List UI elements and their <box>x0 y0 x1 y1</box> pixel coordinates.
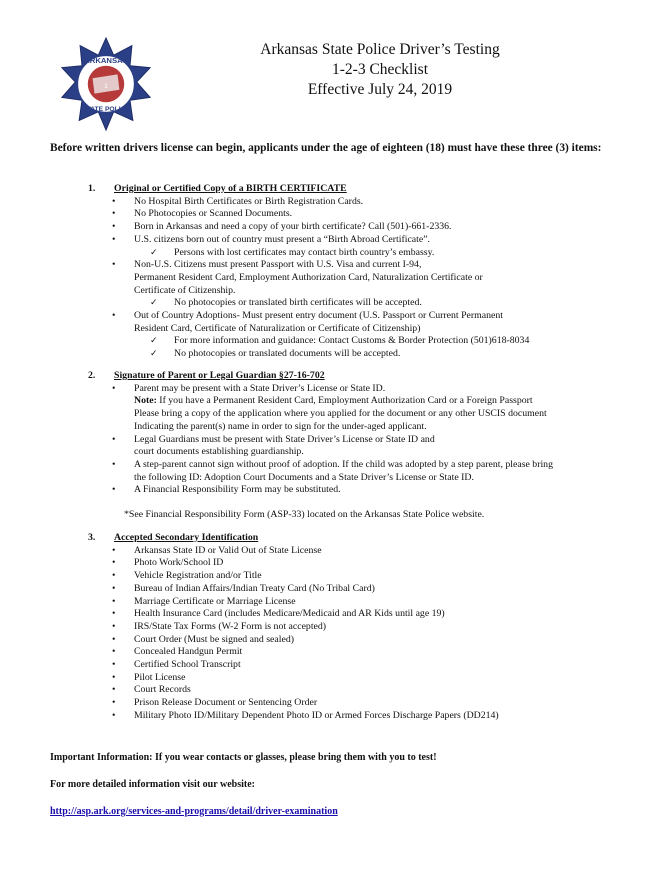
logo-text-top: ARKANSAS <box>84 55 128 65</box>
list-item: • No Hospital Birth Certificates or Birth Registration Cards. <box>112 196 628 209</box>
list-item-text: Permanent Resident Card, Employment Authorization Card, Naturalization Certificate or <box>134 271 483 283</box>
id-list-item: • Health Insurance Card (includes Medicare/Medicaid and AR Kids until age 19) <box>112 608 628 621</box>
list-item-text: • Non-U.S. Citizens must present Passport with U.S. Visa and current I-94, <box>134 259 422 271</box>
list-item <box>112 259 628 310</box>
section-2-number: 2. <box>88 370 96 381</box>
arkansas-state-police-badge-logo <box>58 36 154 132</box>
check-item: ✓ No photocopies or translated documents will be accepted. <box>150 348 628 361</box>
note-line-3: Indicating the parent(s) name in order to sign for the under-aged applicant. <box>134 420 427 432</box>
section-1 <box>88 183 628 361</box>
list-item <box>112 383 628 434</box>
list-item: • No Photocopies or Scanned Documents. <box>112 208 628 221</box>
check-item: ✓ For more information and guidance: Contact Customs & Border Protection (501)618-8034 <box>150 335 628 348</box>
id-list-item: • Vehicle Registration and/or Title <box>112 570 628 583</box>
intro-paragraph: Before written drivers license can begin, applicants under the age of eighteen (18) must have these three (3) items: <box>50 142 602 154</box>
id-list-item: • Photo Work/School ID <box>112 557 628 570</box>
section-3 <box>88 532 628 723</box>
list-item-text: • Parent may be present with a State Driver’s License or State ID. <box>134 382 386 394</box>
id-list-item: • Pilot License <box>112 672 628 685</box>
section-1-number: 1. <box>88 183 96 194</box>
id-list-item: • Bureau of Indian Affairs/Indian Treaty Card (No Tribal Card) <box>112 583 628 596</box>
section-2 <box>88 370 628 522</box>
list-item-text: court documents establishing guardianship. <box>134 446 304 458</box>
section-1-title: Original or Certified Copy of a BIRTH CERTIFICATE <box>114 183 347 194</box>
title-line-1: Arkansas State Police Driver’s Testing <box>260 41 500 58</box>
list-item <box>112 459 628 484</box>
list-item: • Born in Arkansas and need a copy of your birth certificate? Call (501)-661-2336. <box>112 221 628 234</box>
id-list-item: • IRS/State Tax Forms (W-2 Form is not accepted) <box>112 621 628 634</box>
id-list-item: • Certified School Transcript <box>112 659 628 672</box>
list-item-text: Resident Card, Certificate of Naturalization or Certificate of Citizenship) <box>134 322 421 334</box>
section-3-title: Accepted Secondary Identification <box>114 532 259 543</box>
id-list-item: • Court Records <box>112 684 628 697</box>
id-list-item: • Marriage Certificate or Marriage License <box>112 596 628 609</box>
id-list-item: • Concealed Handgun Permit <box>112 646 628 659</box>
list-item-text: • A step-parent cannot sign without proof of adoption. If the child was adopted by a step parent, please bring <box>134 458 553 470</box>
list-item <box>112 310 628 361</box>
list-item-text: • Legal Guardians must be present with State Driver’s License or State ID and <box>134 433 435 445</box>
note-label: Note: <box>134 395 157 407</box>
section-3-number: 3. <box>88 532 96 543</box>
title-line-3: Effective July 24, 2019 <box>307 81 453 98</box>
check-item: ✓ No photocopies or translated birth certificates will be accepted. <box>150 297 628 310</box>
logo-star-number: 1 <box>104 82 108 90</box>
list-item-text: • U.S. citizens born out of country must present a “Birth Abroad Certificate”. <box>134 233 431 245</box>
check-item: ✓ Persons with lost certificates may contact birth country’s embassy. <box>150 247 628 260</box>
id-list-item: • Court Order (Must be signed and sealed) <box>112 634 628 647</box>
id-list-item: • Military Photo ID/Military Dependent Photo ID or Armed Forces Discharge Papers (DD214) <box>112 710 628 723</box>
section-2-title: Signature of Parent or Legal Guardian §27-16-702 <box>114 370 325 381</box>
driver-examination-link[interactable]: http://asp.ark.org/services-and-programs/detail/driver-examination <box>50 806 338 817</box>
list-item: • A Financial Responsibility Form may be substituted. <box>112 484 628 497</box>
logo-text-bottom: STATE POLICE <box>82 105 130 113</box>
id-list-item: • Prison Release Document or Sentencing Order <box>112 697 628 710</box>
note-line <box>134 395 628 408</box>
title-line-2: 1-2-3 Checklist <box>332 61 428 78</box>
id-list-item: • Arkansas State ID or Valid Out of State License <box>112 545 628 558</box>
list-item-text: Certificate of Citizenship. <box>134 284 236 296</box>
more-info-text: For more detailed information visit our website: <box>50 779 255 790</box>
financial-form-footnote: *See Financial Responsibility Form (ASP-33) located on the Arkansas State Police website. <box>124 509 485 521</box>
list-item-text: the following ID: Adoption Court Documents and a State Driver’s License or State ID. <box>134 471 474 483</box>
important-information: Important Information: If you wear contacts or glasses, please bring them with you to test! <box>50 752 437 763</box>
note-line-2: Please bring a copy of the application where you applied for the document or any other USCIS document <box>134 408 547 420</box>
document-header <box>180 40 580 100</box>
note-text: If you have a Permanent Resident Card, Employment Authorization Card or a Foreign Passport <box>156 395 533 407</box>
list-item <box>112 434 628 459</box>
list-item-text: • Out of Country Adoptions- Must present entry document (U.S. Passport or Current Permanent <box>134 310 503 322</box>
list-item <box>112 234 628 259</box>
